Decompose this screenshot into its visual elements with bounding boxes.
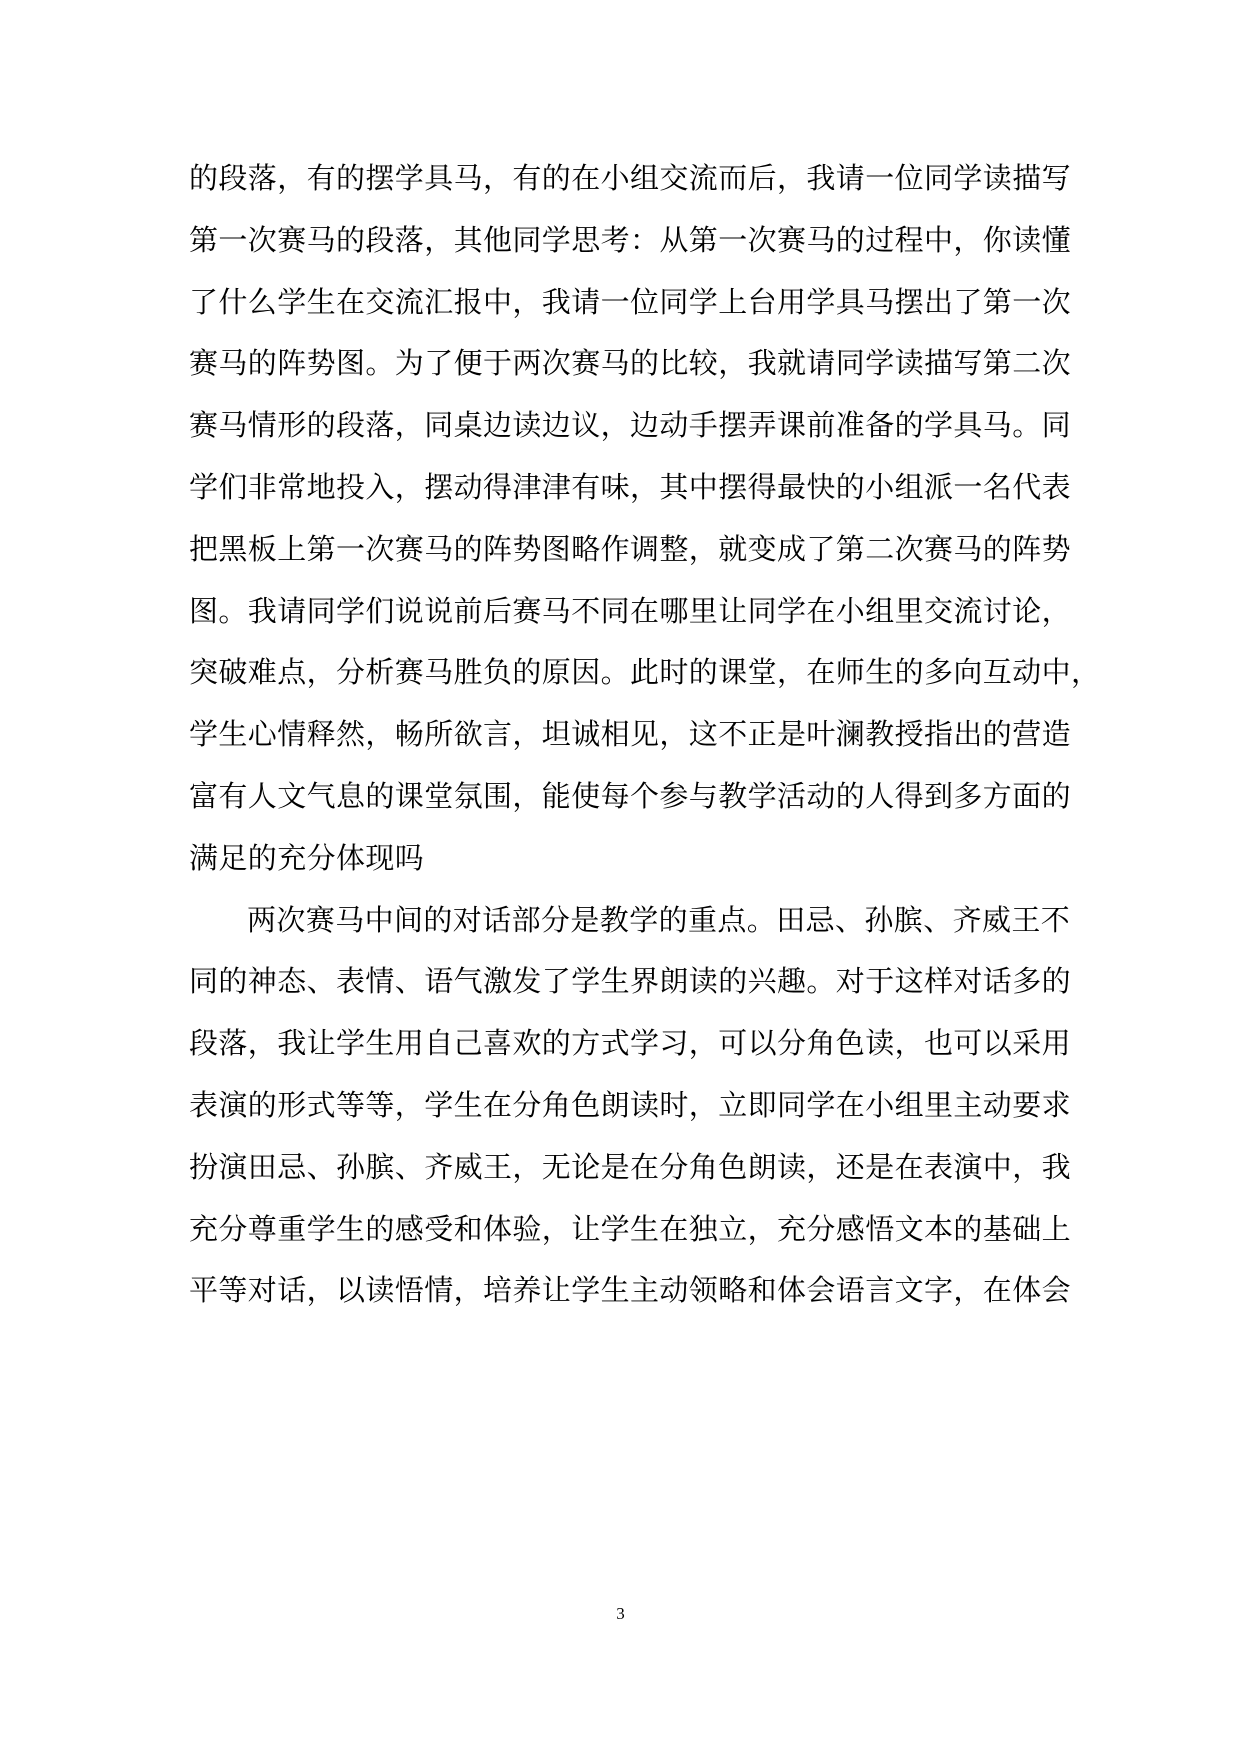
text-line: 赛马情形的段落，同桌边读边议，边动手摆弄课前准备的学具马。同	[189, 408, 1072, 443]
text-line: 学生心情释然，畅所欲言，坦诚相见，这不正是叶澜教授指出的营造	[189, 717, 1072, 752]
text-line: 富有人文气息的课堂氛围，能使每个参与教学活动的人得到多方面的	[189, 778, 1072, 813]
text-line: 平等对话，以读悟情，培养让学生主动领略和体会语言文字，在体会	[189, 1273, 1072, 1308]
text-line: 满足的充分体现吗	[189, 840, 425, 875]
text-line: 段落，我让学生用自己喜欢的方式学习，可以分角色读，也可以采用	[189, 1026, 1072, 1061]
text-line: 表演的形式等等，学生在分角色朗读时，立即同学在小组里主动要求	[189, 1087, 1072, 1122]
text-line: 扮演田忌、孙膑、齐威王，无论是在分角色朗读，还是在表演中，我	[189, 1149, 1072, 1184]
page-number: 3	[616, 1604, 625, 1623]
text-line: 图。我请同学们说说前后赛马不同在哪里让同学在小组里交流讨论，	[189, 593, 1072, 628]
body-text	[189, 148, 1101, 1322]
text-line: 赛马的阵势图。为了便于两次赛马的比较，我就请同学读描写第二次	[189, 346, 1072, 381]
text-line: 同的神态、表情、语气激发了学生界朗读的兴趣。对于这样对话多的	[189, 964, 1072, 999]
text-line: 了什么学生在交流汇报中，我请一位同学上台用学具马摆出了第一次	[189, 284, 1072, 319]
text-line: 第一次赛马的段落，其他同学思考：从第一次赛马的过程中，你读懂	[189, 222, 1072, 257]
text-line: 突破难点，分析赛马胜负的原因。此时的课堂，在师生的多向互动中，	[189, 655, 1101, 690]
text-line: 学们非常地投入，摆动得津津有味，其中摆得最快的小组派一名代表	[189, 469, 1072, 504]
text-line: 的段落，有的摆学具马，有的在小组交流而后，我请一位同学读描写	[189, 161, 1072, 195]
text-line: 充分尊重学生的感受和体验，让学生在独立，充分感悟文本的基础上	[189, 1211, 1072, 1246]
text-line: 把黑板上第一次赛马的阵势图略作调整，就变成了第二次赛马的阵势	[189, 531, 1072, 566]
paragraph-start-line: 两次赛马中间的对话部分是教学的重点。田忌、孙膑、齐威王不	[247, 902, 1071, 937]
